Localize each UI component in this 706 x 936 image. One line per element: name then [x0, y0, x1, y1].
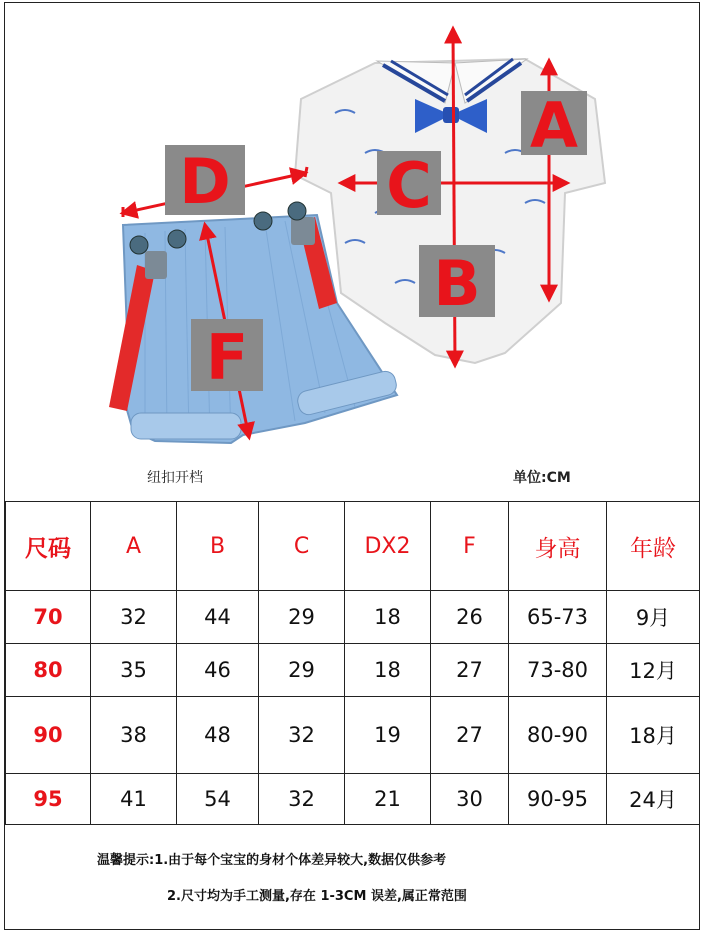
cell-c: 32: [259, 774, 345, 825]
label-b: [419, 245, 495, 320]
cell-b: 44: [177, 591, 259, 644]
size-chart-frame: [4, 2, 700, 930]
cell-dx2: 19: [345, 697, 431, 774]
note-line-2: 2.尺寸均为手工测量,存在 1-3CM 误差,属正常范围: [167, 889, 467, 904]
cell-c: 29: [259, 644, 345, 697]
header-age: 年龄: [607, 502, 700, 591]
size-cell: 95: [6, 774, 91, 825]
cell-a: 41: [91, 774, 177, 825]
cell-c: 29: [259, 591, 345, 644]
size-cell: 90: [6, 697, 91, 774]
label-f: [191, 319, 263, 394]
cell-f: 27: [431, 697, 509, 774]
cell-dx2: 18: [345, 644, 431, 697]
cell-height: 65-73: [509, 591, 607, 644]
cell-dx2: 18: [345, 591, 431, 644]
cell-age: 18月: [607, 697, 700, 774]
size-table: [5, 501, 700, 825]
table-row: [6, 591, 700, 644]
label-c: [377, 149, 441, 222]
header-c: C: [259, 502, 345, 591]
note-line-1: 温馨提示:1.由于每个宝宝的身材个体差异较大,数据仅供参考: [97, 853, 447, 868]
cell-a: 32: [91, 591, 177, 644]
unit-caption: 单位:CM: [513, 470, 571, 486]
label-d: [165, 145, 245, 218]
table-row: [6, 774, 700, 825]
cell-f: 26: [431, 591, 509, 644]
table-row: [6, 644, 700, 697]
cell-height: 73-80: [509, 644, 607, 697]
cell-b: 48: [177, 697, 259, 774]
cell-c: 32: [259, 697, 345, 774]
cell-b: 54: [177, 774, 259, 825]
cell-age: 9月: [607, 591, 700, 644]
table-row: [6, 697, 700, 774]
cell-a: 38: [91, 697, 177, 774]
snap-crotch-caption: 纽扣开档: [147, 470, 203, 486]
label-a: [521, 89, 587, 162]
cell-age: 12月: [607, 644, 700, 697]
svg-text:B: B: [433, 247, 481, 320]
size-cell: 80: [6, 644, 91, 697]
svg-text:D: D: [179, 145, 231, 218]
header-height: 身高: [509, 502, 607, 591]
garment-illustration: [5, 3, 699, 501]
notes-section: [5, 829, 699, 929]
header-b: B: [177, 502, 259, 591]
size-cell: 70: [6, 591, 91, 644]
table-header-row: [6, 502, 700, 591]
header-a: A: [91, 502, 177, 591]
svg-text:A: A: [530, 89, 578, 162]
cell-height: 80-90: [509, 697, 607, 774]
cell-f: 27: [431, 644, 509, 697]
header-dx2: DX2: [345, 502, 431, 591]
header-size: 尺码: [6, 502, 91, 591]
svg-text:C: C: [386, 149, 432, 222]
cell-f: 30: [431, 774, 509, 825]
cell-b: 46: [177, 644, 259, 697]
cell-dx2: 21: [345, 774, 431, 825]
svg-text:F: F: [205, 321, 249, 394]
header-f: F: [431, 502, 509, 591]
cell-a: 35: [91, 644, 177, 697]
cell-height: 90-95: [509, 774, 607, 825]
cell-age: 24月: [607, 774, 700, 825]
